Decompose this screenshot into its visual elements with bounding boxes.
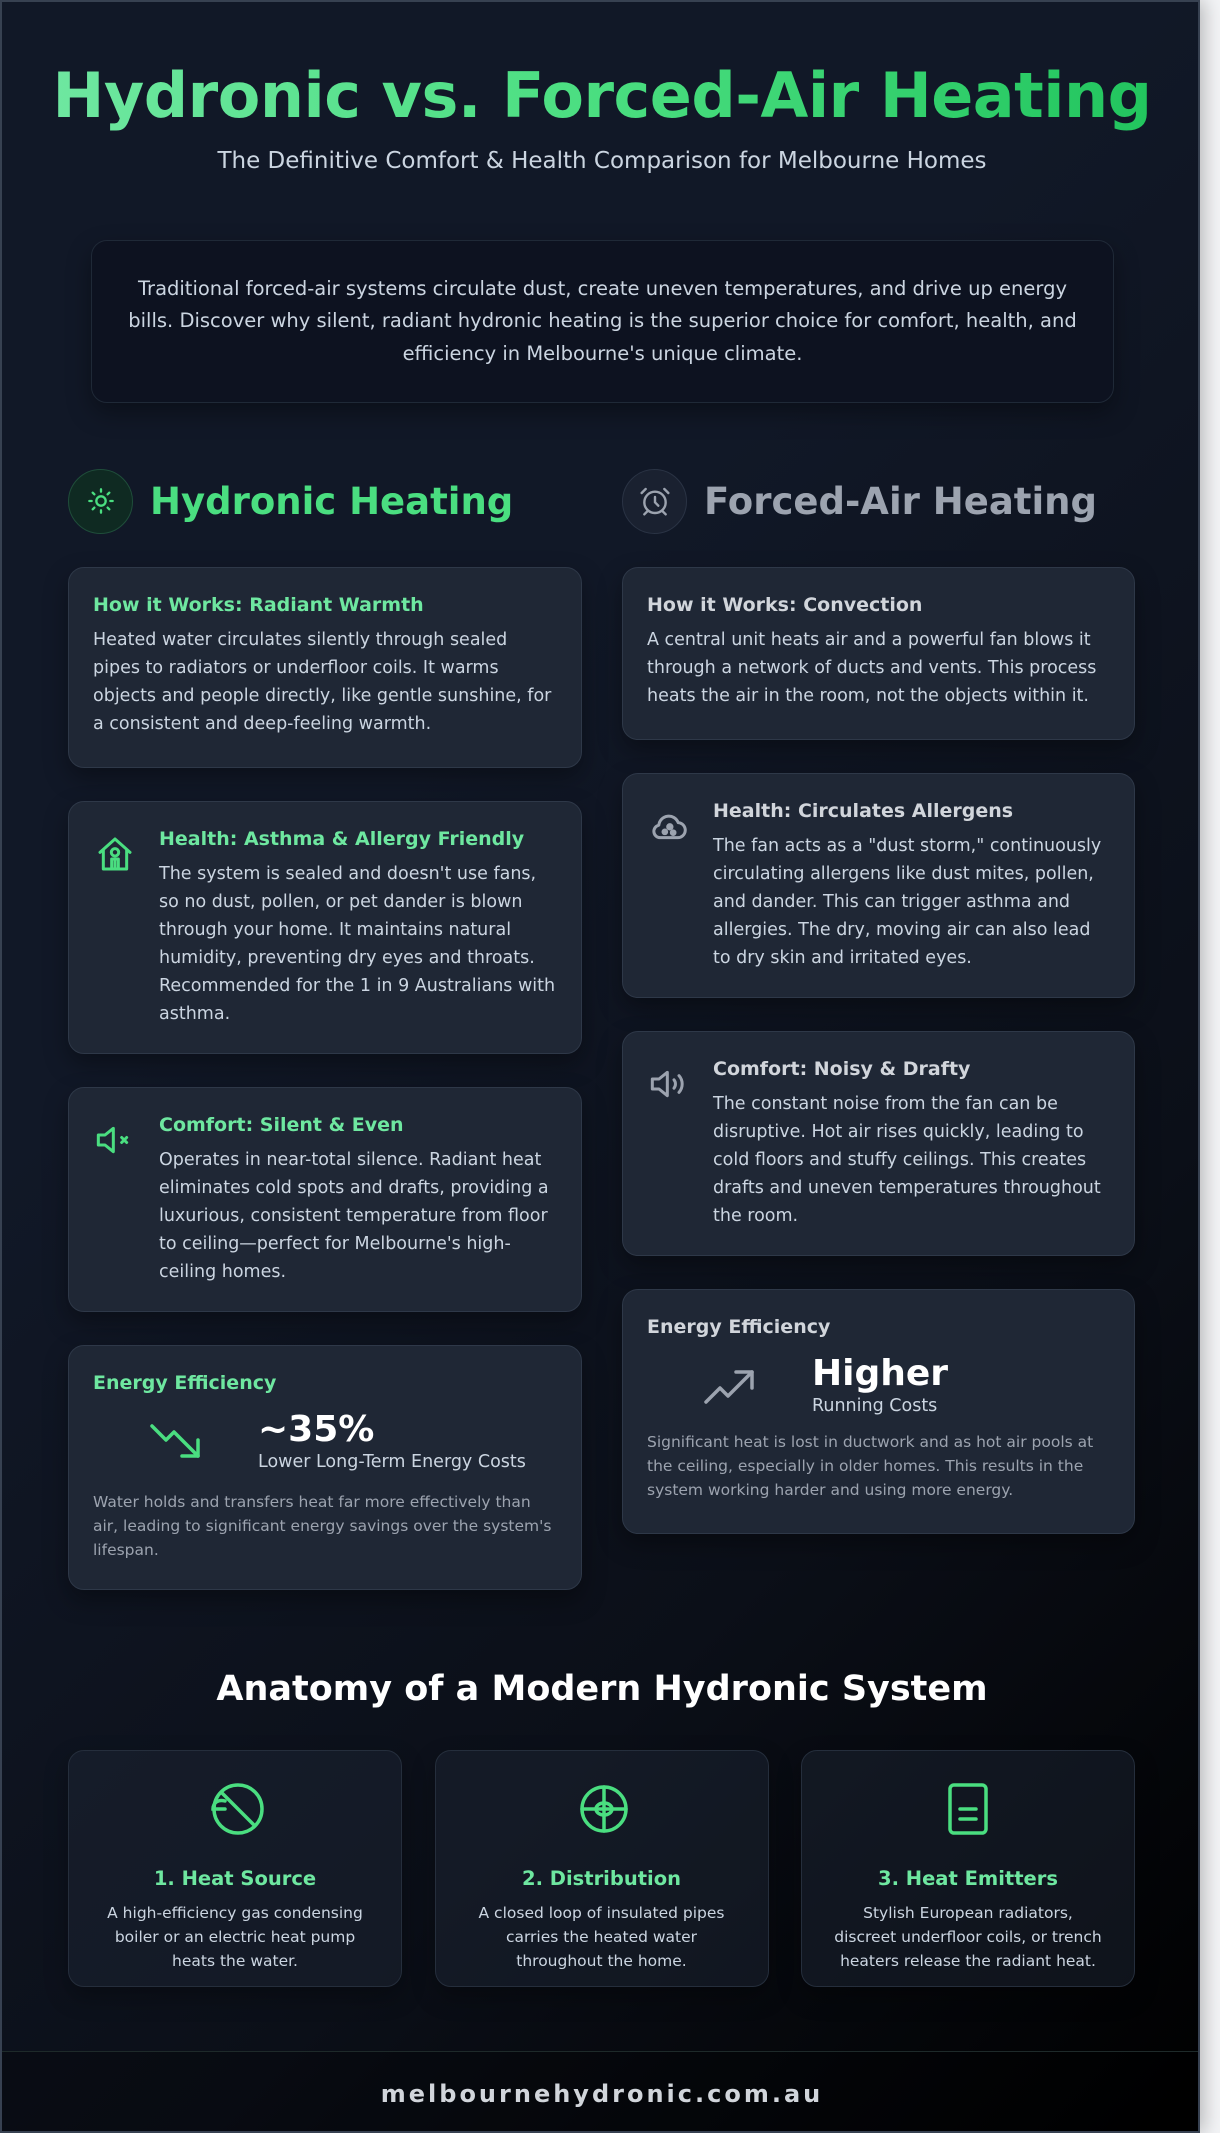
intro-box	[91, 240, 1114, 403]
efficiency-stat	[647, 1354, 1110, 1418]
card-body: Operates in near-total silence. Radiant heat eliminates cold spots and drafts, providing a luxurious, consistent temperature from floor to ceiling—perfect for Melbourne's high-ceiling homes.	[159, 1150, 549, 1282]
anatomy-card-heat-source	[68, 1750, 402, 1987]
efficiency-label: Lower Long-Term Energy Costs	[258, 1452, 526, 1472]
anatomy-card-title: 1. Heat Source	[153, 1867, 317, 1890]
card-title: Health: Asthma & Allergy Friendly	[159, 828, 525, 850]
forced-air-health-card	[622, 773, 1135, 998]
cloud-particles-icon	[649, 798, 687, 973]
anatomy-card-title: 3. Heat Emitters	[878, 1867, 1058, 1890]
trending-down-icon	[93, 1420, 258, 1464]
anatomy-grid	[68, 1750, 1135, 1987]
anatomy-title: Anatomy of a Modern Hydronic System	[216, 1669, 988, 1709]
hydronic-title: Hydronic Heating	[150, 479, 514, 523]
trending-up-icon	[647, 1366, 812, 1406]
footer-site-link[interactable]: melbournehydronic.com.au	[380, 2079, 824, 2108]
forced-air-column	[622, 468, 1135, 1567]
card-title: Comfort: Noisy & Drafty	[713, 1058, 971, 1080]
forced-air-how-card	[622, 567, 1135, 740]
home-icon	[95, 826, 133, 1029]
efficiency-note: Water holds and transfers heat far more effectively than air, leading to significant energy savings over the system's lifespan.	[93, 1493, 552, 1559]
anatomy-card-heat-emitters	[801, 1750, 1135, 1987]
efficiency-stat	[93, 1410, 557, 1474]
hydronic-health-card	[68, 801, 582, 1054]
pipe-network-icon	[436, 1779, 768, 1839]
card-body: The constant noise from the fan can be disruptive. Hot air rises quickly, leading to cold floors and stuffy ceilings. This creates drafts and uneven temperatures throughout the room.	[713, 1094, 1101, 1226]
hydronic-column	[68, 468, 582, 1623]
alarm-clock-icon	[622, 469, 687, 534]
page-subtitle: The Definitive Comfort & Health Comparison for Melbourne Homes	[217, 148, 987, 174]
efficiency-value: Higher	[812, 1353, 949, 1394]
anatomy-card-title: 2. Distribution	[522, 1867, 681, 1890]
forced-air-heading	[622, 468, 1135, 534]
header	[2, 54, 1200, 176]
radiator-icon	[802, 1779, 1134, 1839]
efficiency-value: ~35%	[258, 1409, 375, 1450]
intro-text: Traditional forced-air systems circulate dust, create uneven temperatures, and drive up energy bills. Discover why silent, radiant hydronic heating is the superior choice for comfort, health, and efficiency in Melbourne's unique climate.	[128, 276, 1077, 365]
forced-air-title: Forced-Air Heating	[704, 479, 1097, 523]
efficiency-note: Significant heat is lost in ductwork and as hot air pools at the ceiling, especially in older homes. This results in the system working harder and using more energy.	[647, 1433, 1094, 1499]
hydronic-heading	[68, 468, 582, 534]
anatomy-card-body: A high-efficiency gas condensing boiler or an electric heat pump heats the water.	[107, 1904, 363, 1970]
card-body: The system is sealed and doesn't use fans, so no dust, pollen, or pet dander is blown through your home. It maintains natural humidity, preventing dry eyes and throats. Recommended for the 1 in 9 Australians with asthma.	[159, 864, 556, 1024]
hydronic-efficiency-card	[68, 1345, 582, 1590]
efficiency-label: Running Costs	[812, 1396, 938, 1416]
card-title: Health: Circulates Allergens	[713, 800, 1014, 822]
card-title: Energy Efficiency	[647, 1316, 831, 1338]
card-body: Heated water circulates silently through sealed pipes to radiators or underfloor coils. It warms objects and people directly, like gentle sunshine, for a consistent and deep-feeling warmth.	[93, 630, 552, 734]
card-title: How it Works: Radiant Warmth	[93, 594, 424, 616]
volume-loud-icon	[649, 1056, 687, 1231]
sun-icon	[68, 469, 133, 534]
anatomy-card-distribution	[435, 1750, 769, 1987]
forced-air-comfort-card	[622, 1031, 1135, 1256]
forced-air-efficiency-card	[622, 1289, 1135, 1534]
card-title: Comfort: Silent & Even	[159, 1114, 404, 1136]
page-title: Hydronic vs. Forced-Air Heating	[52, 54, 1151, 138]
card-title: How it Works: Convection	[647, 594, 923, 616]
anatomy-card-body: A closed loop of insulated pipes carries the heated water throughout the home.	[478, 1904, 725, 1970]
card-title: Energy Efficiency	[93, 1372, 277, 1394]
boiler-icon	[69, 1779, 401, 1839]
volume-mute-icon	[95, 1112, 133, 1287]
anatomy-card-body: Stylish European radiators, discreet underfloor coils, or trench heaters release the radiant heat.	[834, 1904, 1102, 1970]
footer	[2, 2051, 1200, 2133]
hydronic-comfort-card	[68, 1087, 582, 1312]
card-body: The fan acts as a "dust storm," continuously circulating allergens like dust mites, pollen, and dander. This can trigger asthma and allergies. The dry, moving air can also lead to dry skin and irritated eyes.	[713, 836, 1102, 968]
hydronic-how-card	[68, 567, 582, 768]
card-body: A central unit heats air and a powerful fan blows it through a network of ducts and vents. This process heats the air in the room, not the objects within it.	[647, 630, 1097, 706]
